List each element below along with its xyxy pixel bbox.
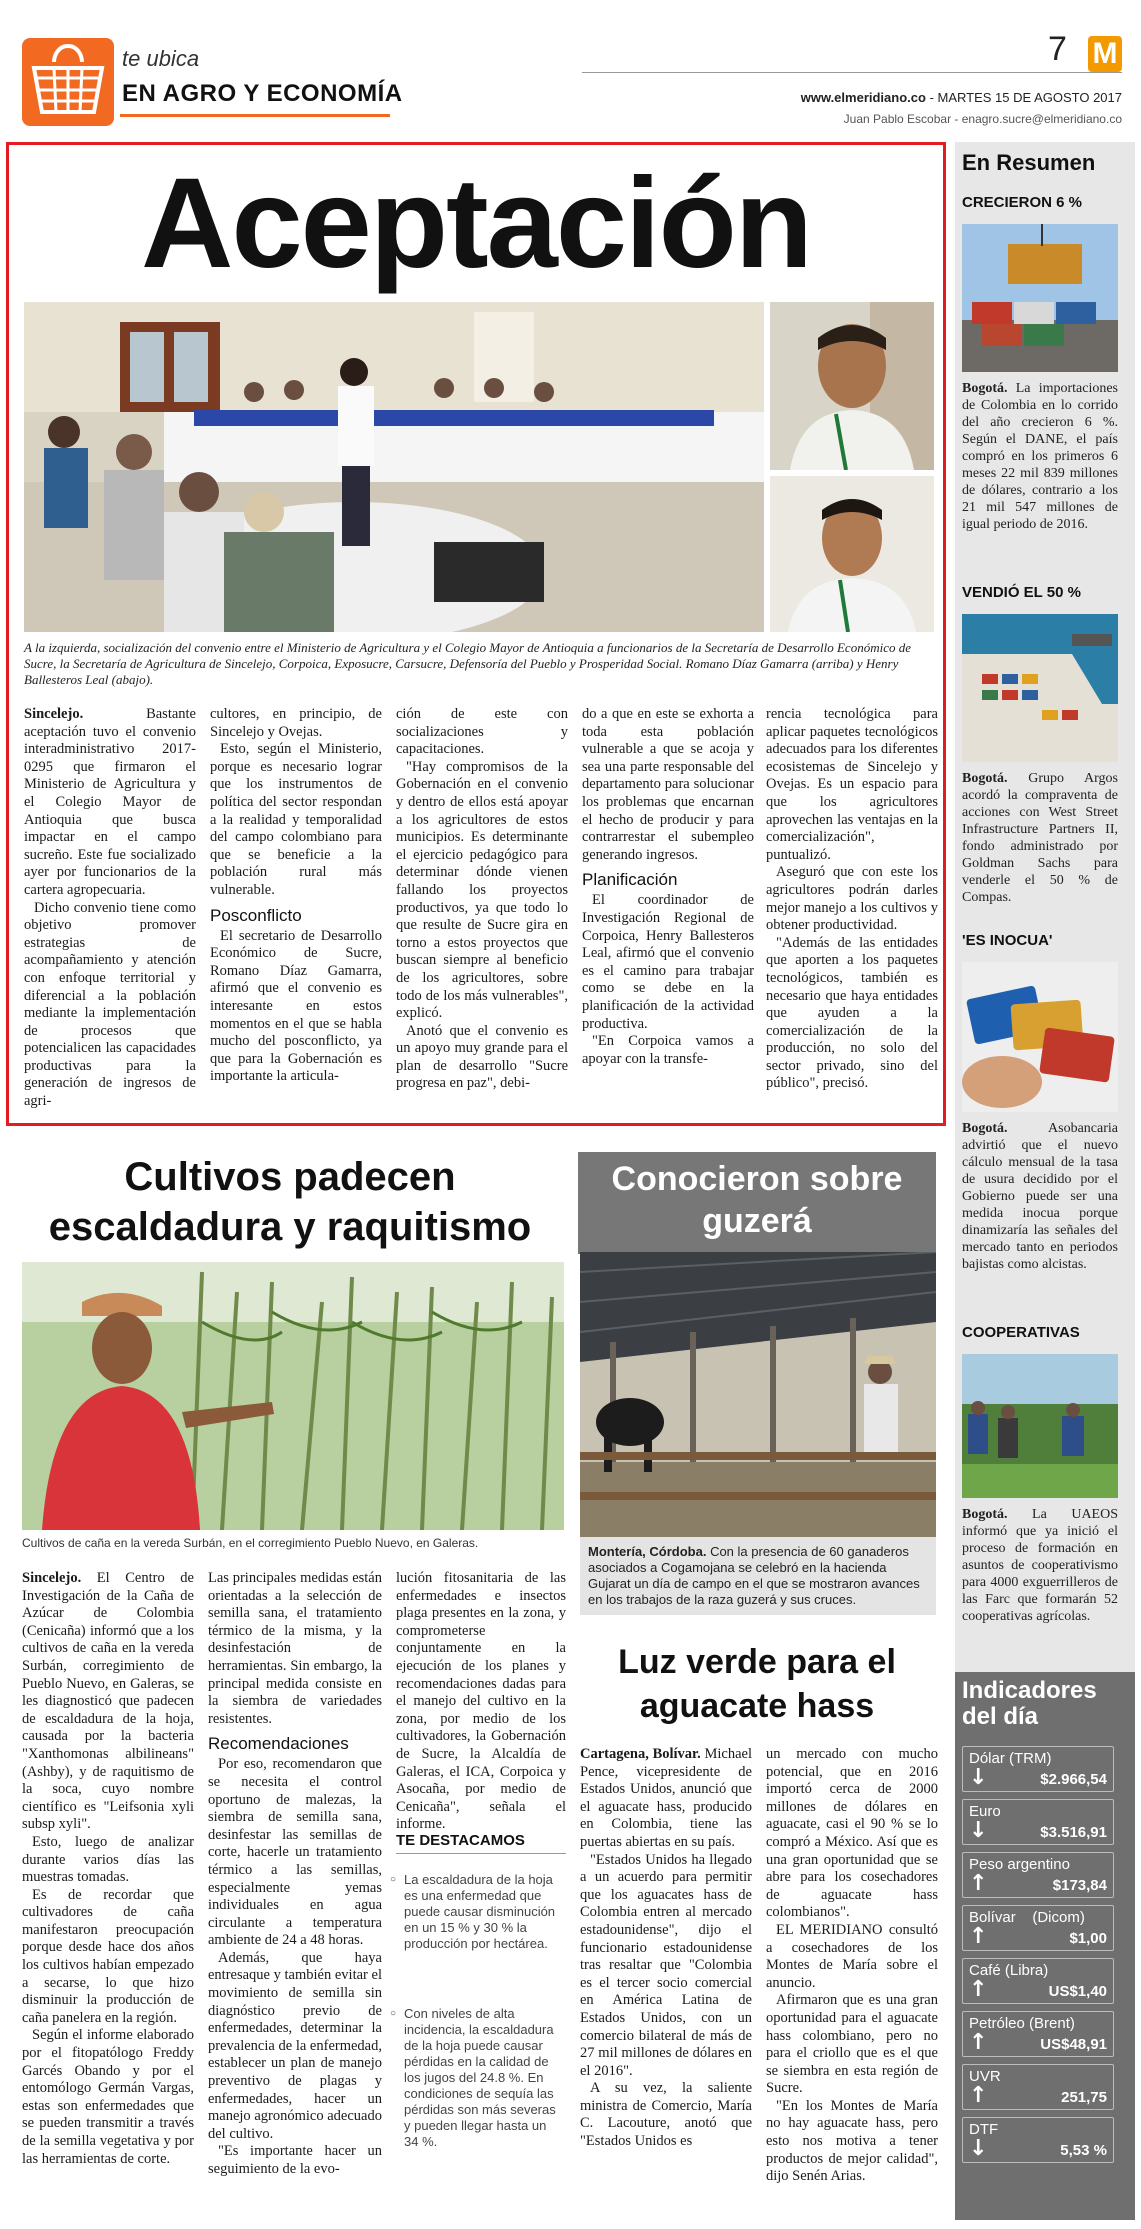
market-basket-icon	[22, 38, 114, 126]
indicator-name: UVR	[969, 2068, 1001, 2085]
paragraph: cultores, en principio, de Sincelejo y Ovejas.	[210, 706, 382, 740]
paragraph: La importaciones de Colombia en lo corrido del año crecieron 6 %. Según el DANE, el país compró en los primeros 6 meses 22 mil 839 millones de dólares, contrario a los 21 mil 547 millones de igual periodo de 2016.	[962, 381, 1118, 532]
dateline: Bogotá.	[962, 1507, 1008, 1522]
paragraph: El coordinador de Investigación Regional de Corpoica, Henry Ballesteros Leal, afirmó que el convenio es el camino para trabajar como se debe en la planificación de la actividad productiva.	[582, 892, 754, 1032]
cultivos-column-3	[396, 1570, 566, 1834]
sidebar-photo-cooperatives	[962, 1354, 1118, 1498]
indicator-peso-argentino	[962, 1852, 1114, 1898]
paragraph: Michael Pence, vicepresidente de Estados Unidos, anunció que el aguacate hass, producido en Colombia, tiene las puertas abiertas en su país.	[580, 1746, 752, 1850]
paragraph: Por eso, recomendaron que se necesita el control oportuno de malezas, la siembra de semilla sana, desinfestar las semillas de corte, hacerle un tratamiento térmico a las semillas, especialmente yemas individuales en agua circulante a temperatura ambiente de 24 a 48 horas.	[208, 1756, 382, 1949]
paragraph: "Es importante hacer un seguimiento de la evo-	[208, 2143, 382, 2177]
dateline: Cartagena, Bolívar.	[580, 1746, 701, 1762]
aguacate-column-2	[766, 1746, 938, 2186]
paragraph: "En los Montes de María no hay aguacate hass, pero esto nos motiva a tener productos de mejor calidad", dijo Senén Arias.	[766, 2097, 938, 2185]
paragraph: rencia tecnológica para aplicar paquetes tecnológicos adecuados para los diferentes ecosistemas de Sincelejo y Ovejas. Es un espacio para que los agricultores aprovechen las ventajas en la comercialización", puntualizó.	[766, 706, 938, 863]
top-story-column-4	[582, 706, 754, 1068]
indicator-bolivar	[962, 1905, 1114, 1951]
sidebar-item-text	[962, 380, 1118, 533]
indicators-title: Indicadores del día	[962, 1677, 1097, 1730]
indicator-name: Petróleo (Brent)	[969, 2015, 1075, 2032]
paragraph: Esto, según el Ministerio, porque es necesario lograr que los instrumentos de política del sector respondan a la realidad y temporalidad del campo colombiano para que se beneficie a la población rural más vulnerable.	[210, 741, 382, 898]
subheading: Recomendaciones	[208, 1734, 349, 1754]
sidebar-item-text	[962, 1120, 1118, 1273]
cultivos-column-2	[208, 1570, 382, 2179]
indicator-value: $2.966,54	[1040, 1771, 1107, 1788]
paragraph: Las principales medidas están orientadas a la selección de semilla sana, el tratamiento térmico de la misma, y la desinfestación de herramientas. Sin embargo, la principal medida consiste en la siembra de variedades resistentes.	[208, 1570, 382, 1727]
paragraph: "Hay compromisos de la Gobernación en el convenio y dentro de ellos está apoyar a los agricultores de estos municipios. Es determinante el ejercicio pedagógico para determinar dónde vienen fallando los proyectos productivos, ya que todo lo que resulte de Sucre gira en torno a estos proyectos que buscan siempre al beneficio de los agricultores, sobre todo de los más vulnerables", explicó.	[396, 758, 568, 1022]
paragraph: un mercado con mucho potencial, que en 2016 importó cerca de 2000 millones de dólares en aguacate, casi el 90 % se lo compró a México. Así que es una gran oportunidad que se abre para los cosechadores de aguacate hass colombianos".	[766, 1746, 938, 1921]
page-number: 7	[1048, 30, 1067, 68]
page-byline: Juan Pablo Escobar - enagro.sucre@elmeridiano.co	[843, 112, 1122, 126]
paragraph: El Centro de Investigación de la Caña de Azúcar de Colombia (Cenicaña) informó que a los cultivos de caña en la vereda Surbán, corregimiento de Pueblo Nuevo, en Galeras, se les diagnosticó que padecen de escaldadura de la hoja, causada por la bacteria "Xanthomonas albilineans" (Ashby), y de raquitismo de la soca, cuyo nombre científico es "Leifsonia xyli subsp xyli".	[22, 1570, 194, 1833]
paragraph: Además, que haya entresaque y también evitar el movimiento de semilla sin diagnóstico previo de enfermedades, determinar la prevalencia de la enfermedad, establecer un plan de manejo preventivo de plagas y enfermedades, hacer un manejo agronómico adecuado del cultivo.	[208, 1949, 382, 2142]
site-url[interactable]: www.elmeridiano.co	[800, 90, 926, 105]
header-divider	[582, 72, 1122, 73]
indicator-name: Peso argentino	[969, 1856, 1070, 1873]
indicator-euro	[962, 1799, 1114, 1845]
header-info	[600, 90, 1122, 105]
sidebar-item-text	[962, 1506, 1118, 1625]
portrait-romano-diaz	[770, 302, 934, 470]
indicator-value: $1,00	[1069, 1930, 1107, 1947]
arrow-up-icon: ↑	[969, 1924, 988, 1949]
paragraph: Bastante aceptación tuvo el convenio interadministrativo 2017-0295 que firmaron el Ministerio de Agricultura y el Colegio Mayor de Antioquia que busca impactar en el campo sucreño. Este fue socializado ayer por funcionarios de la cartera agropecuaria.	[24, 706, 196, 898]
dateline: Bogotá.	[962, 1121, 1008, 1136]
arrow-up-icon: ↑	[969, 1871, 988, 1896]
paragraph: "En Corpoica vamos a apoyar con la transfe-	[582, 1033, 754, 1067]
indicator-name: Euro	[969, 1803, 1001, 1820]
top-story-column-2	[210, 706, 382, 1086]
sidebar-item-label: COOPERATIVAS	[962, 1324, 1080, 1341]
top-story-column-5	[766, 706, 938, 1093]
cultivos-column-1	[22, 1570, 194, 2168]
cane-photo-caption: Cultivos de caña en la vereda Surbán, en el corregimiento Pueblo Nuevo, en Galeras.	[22, 1536, 479, 1550]
subheading: Posconflicto	[210, 905, 302, 925]
sidebar-photo-port	[962, 614, 1118, 762]
arrow-down-icon: ↓	[969, 1765, 988, 1790]
paragraph: lución fitosanitaria de las enfermedades e insectos plaga presentes en la zona, y comprometerse conjuntamente en la ejecución de los planes y recomendaciones dadas para el manejo del cultivo en la zona, por medio de los cultivadores, la Gobernación de Sucre, la Alcaldía de Galeras, el ICA, Corpoica y Asocaña, por medio de Cenicaña", señala el informe.	[396, 1570, 566, 1833]
indicator-value: 5,53 %	[1060, 2142, 1107, 2159]
top-story-caption: A la izquierda, socialización del convenio entre el Ministerio de Agricultura y el Colegio Mayor de Antioquia a funcionarios de la Secretaría de Desarrollo Económico de Sucre, la Secretaría de Agricultura de Sincelejo, Corpoica, Exposucre, Carsucre, Defensoría del Pueblo y Prosperidad Social. Romano Díaz Gamarra (arriba) y Henry Ballesteros Leal (abajo).	[24, 640, 911, 687]
dateline: Montería, Córdoba.	[588, 1544, 707, 1559]
arrow-down-icon: ↓	[969, 1818, 988, 1843]
section-title: EN AGRO Y ECONOMÍA	[122, 80, 403, 107]
section-logo	[22, 38, 114, 126]
top-story-column-1	[24, 706, 196, 1111]
paragraph: Dicho convenio tiene como objetivo promover estrategias de acompañamiento y atención con enfoque territorial y diferencial a la población mediante la implementación de procesos que potencialicen las capacidades productivas para la generación de ingresos de agri-	[24, 899, 196, 1110]
brand-logo: M	[1088, 36, 1122, 72]
sidebar-title: En Resumen	[962, 150, 1096, 175]
portrait-henry-ballesteros	[770, 476, 934, 632]
sidebar-photo-containers	[962, 224, 1118, 372]
paragraph: Esto, luego de analizar durante varios días las muestras tomadas.	[22, 1833, 194, 1886]
paragraph: do a que en este se exhorta a toda esta población vulnerable a que se acoja y sea una parte responsable del departamento para solucionar los problemas que encarnan el hecho de producir y para contrarrestar el subempleo generando ingresos.	[582, 706, 754, 863]
top-story-headline: Aceptación	[141, 152, 811, 295]
indicator-name: Dólar (TRM)	[969, 1750, 1052, 1767]
arrow-up-icon: ↑	[969, 2083, 988, 2108]
paragraph: Según el informe elaborado por el fitopatólogo Freddy Garcés Obando y por el entomólogo Germán Vargas, estas son enfermedades que se pueden transmitir a través de la semilla vegetativa y por las herramientas de corte.	[22, 2027, 194, 2167]
indicator-name: Café (Libra)	[969, 1962, 1049, 1979]
section-rule	[120, 114, 390, 117]
issue-date: - MARTES 15 DE AGOSTO 2017	[929, 90, 1122, 105]
paragraph: Aseguró que con este los agricultores podrán darles mejor manejo a los cultivos y obtener productividad.	[766, 864, 938, 934]
arrow-down-icon: ↓	[969, 2136, 988, 2161]
indicator-petroleo	[962, 2011, 1114, 2057]
aguacate-headline: Luz verde para el aguacate hass	[618, 1643, 896, 1725]
sidebar-item-label: 'ES INOCUA'	[962, 932, 1053, 949]
cultivos-headline: Cultivos padecen escaldadura y raquitismo	[48, 1155, 532, 1249]
sidebar-photo-cards	[962, 962, 1118, 1112]
dateline: Sincelejo.	[22, 1570, 82, 1586]
paragraph: EL MERIDIANO consultó a cosechadores de los Montes de María sobre el anuncio.	[766, 1921, 938, 1991]
destacamos-heading: TE DESTACAMOS	[396, 1832, 566, 1854]
paragraph: Anotó que el convenio es un apoyo muy grande para el plan de desarrollo "Sucre progresa en paz", debi-	[396, 1022, 568, 1092]
subheading: Planificación	[582, 870, 678, 890]
sidebar-item-text	[962, 770, 1118, 906]
indicator-value: US$48,91	[1040, 2036, 1107, 2053]
sidebar-item-label: CRECIERON 6 %	[962, 194, 1083, 211]
paragraph: El secretario de Desarrollo Económico de Sucre, Romano Díaz Gamarra, afirmó que el convenio es interesante en estos momentos en el que se habla mucho del posconflicto, ya que para la Gobernación es importante la articula-	[210, 927, 382, 1085]
dateline: Sincelejo.	[24, 706, 84, 722]
paragraph: Grupo Argos acordó la compraventa de acciones con West Street Infrastructure Partners II, fondo administrado por Goldman Sachs para venderle el 50 % de Compas.	[962, 771, 1118, 905]
paragraph: Es de recordar que cultivadores de caña manifestaron preocupación porque desde hace dos años los cultivos habían empezado a secarse, lo que hizo disminuir la producción de caña panelera en la región.	[22, 1886, 194, 2026]
indicator-name: Bolívar (Dicom)	[969, 1909, 1085, 1926]
destacado-item: ○ La escaldadura de la hoja es una enfermedad que puede causar disminución en un 15 % y 30 % la producción por hectárea.	[404, 1872, 564, 1952]
arrow-up-icon: ↑	[969, 1977, 988, 2002]
paragraph: "Además de las entidades que aporten a los paquetes tecnológicos, también es necesario que haya entidades que ayuden a la comercialización de la producción, no solo del sector privado, sino del público", precisó.	[766, 934, 938, 1092]
indicator-value: US$1,40	[1048, 1983, 1107, 2000]
indicator-value: $3.516,91	[1040, 1824, 1107, 1841]
destacado-item: ○ Con niveles de alta incidencia, la escaldadura de la hoja puede causar pérdidas en la calidad de los jugos del 24.8 %. En condiciones de sequía las pérdidas son más severas y pueden llegar hasta un 34 %.	[404, 2006, 564, 2150]
paragraph: "Estados Unidos ha llegado a un acuerdo para permitir que los aguacates hass de Colombia entren al mercado estadounidense", dijo el funcionario estadounidense tras resaltar que "Colombia es el tercer socio comercial en América Latina de Estados Unidos, con un comercio bilateral de más de 27 mil millones de dólares en el 2016".	[580, 1851, 752, 2079]
cattle-farm-photo	[580, 1252, 936, 1537]
aguacate-column-1	[580, 1746, 752, 2151]
cane-field-photo	[22, 1262, 564, 1530]
paragraph: A su vez, la saliente ministra de Comercio, María C. Lacouture, anotó que "Estados Unidos es	[580, 2080, 752, 2150]
dateline: Bogotá.	[962, 771, 1008, 786]
paragraph: La UAEOS informó que ya inició el proceso de formación en asuntos de cooperativismo para 4000 exguerrilleros de las Farc que formarán 52 cooperativas agrícolas.	[962, 1507, 1118, 1624]
caption-text: Con la presencia de 60 ganaderos asociados a Cogamojana se celebró en la hacienda Gujarat un día de campo en el que se mostraron avances en los trabajos de la raza guzerá y sus cruces.	[588, 1544, 920, 1607]
sidebar-item-label: VENDIÓ EL 50 %	[962, 584, 1081, 601]
top-story-column-3	[396, 706, 568, 1093]
indicator-value: 251,75	[1061, 2089, 1107, 2106]
meeting-photo	[24, 302, 764, 632]
indicator-value: $173,84	[1052, 1877, 1107, 1894]
paragraph: ción de este con socializaciones y capacitaciones.	[396, 706, 568, 758]
dateline: Bogotá.	[962, 381, 1008, 396]
indicator-name: DTF	[969, 2121, 999, 2138]
arrow-up-icon: ↑	[969, 2030, 988, 2055]
indicator-dtf	[962, 2117, 1114, 2163]
paragraph: Afirmaron que es una gran oportunidad para el aguacate hass colombiano, pero no para el criollo que es el que se siembra en esta región de Sucre.	[766, 1992, 938, 2097]
section-kicker: te ubica	[122, 46, 200, 71]
indicator-cafe	[962, 1958, 1114, 2004]
guzera-headline: Conocieron sobre guzerá	[611, 1160, 903, 1240]
paragraph: Asobancaria advirtió que el nuevo cálculo mensual de la tasa de usura decidido por el Gobierno puede ser una medida inocua porque dinamizaría las señales del mercado tanto en periodos bajistas como alcistas.	[962, 1121, 1118, 1272]
cattle-photo-caption	[588, 1544, 932, 1608]
indicator-uvr	[962, 2064, 1114, 2110]
indicator-dolar	[962, 1746, 1114, 1792]
